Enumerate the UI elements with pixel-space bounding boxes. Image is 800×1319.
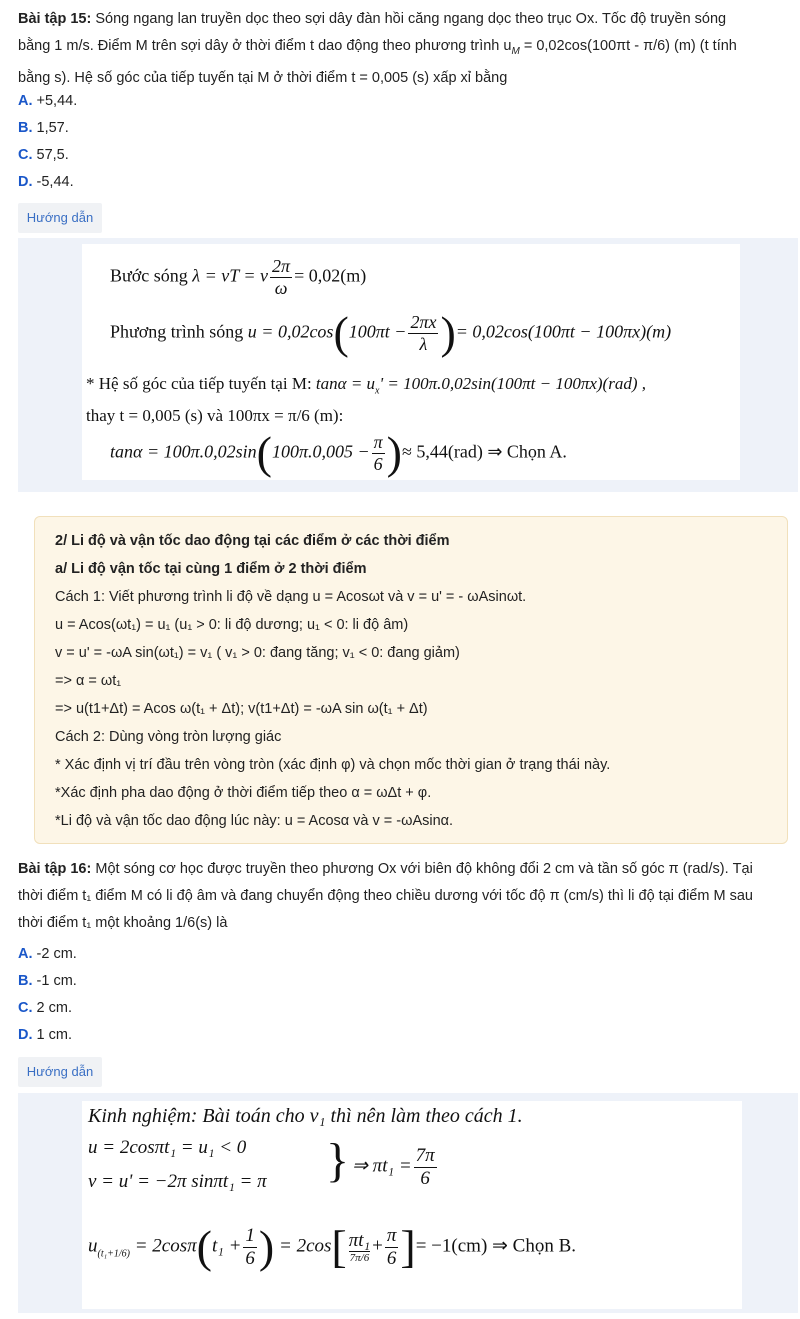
option-text: 1 cm. (32, 1027, 72, 1043)
option-letter: D. (18, 174, 33, 190)
ex16-line1: Một sóng cơ học được truyền theo phương Ox với biên độ không đổi 2 cm và tần số góc π (rad/s). Tại (91, 861, 753, 877)
ex15-option-b (18, 115, 69, 142)
ex16-option-b (18, 968, 77, 995)
theory-line: *Xác định pha dao động ở thời điểm tiếp theo α = ωΔt + φ. (55, 785, 432, 801)
ex16-option-c (18, 995, 72, 1022)
option-text: -1 cm. (32, 973, 77, 989)
ex16-solution-panel (18, 1093, 798, 1313)
ex15-line1: Sóng ngang lan truyền dọc theo sợi dây đàn hồi căng ngang dọc theo trục Ox. Tốc độ truyền sóng (91, 11, 727, 27)
ex16-sol-line2: u = 2cosπt₁ = u₁ < 0 (88, 1137, 247, 1158)
theory-line: => u(t1+Δt) = Acos ω(t₁ + Δt); v(t1+Δt) = -ωA sin ω(t₁ + Δt) (55, 701, 428, 717)
theory-line: => α = ωt₁ (55, 673, 122, 689)
theory-line: u = Acos(ωt₁) = u₁ (u₁ > 0: li độ dương; u₁ < 0: li độ âm) (55, 617, 409, 633)
ex15-label: Bài tập 15: (18, 11, 92, 27)
option-text: 57,5. (32, 147, 69, 163)
ex15-sol-line4: thay t = 0,005 (s) và 100πx = π/6 (m): (86, 406, 344, 425)
ex16-option-d (18, 1022, 72, 1049)
ex15-option-a (18, 88, 77, 115)
ex15-line2-sub: M (511, 45, 520, 57)
ex15-line2a: bằng 1 m/s. Điểm M trên sợi dây ở thời điểm t dao động theo phương trình u (18, 38, 512, 54)
ex16-sol-brace: } (326, 1134, 350, 1187)
ex15-question (18, 6, 790, 92)
ex16-sol-line1: Kinh nghiệm: Bài toán cho v₁ thì nên làm theo cách 1. (88, 1105, 523, 1127)
option-letter: B. (18, 973, 33, 989)
ex15-line2b: = 0,02cos(100πt - π/6) (m) (t tính (519, 38, 737, 54)
option-letter: C. (18, 147, 33, 163)
ex16-option-a (18, 941, 77, 968)
option-text: 2 cm. (32, 1000, 72, 1016)
option-text: 1,57. (32, 120, 69, 136)
ex15-solution-image (82, 244, 740, 480)
theory-box (34, 516, 788, 844)
ex16-sol-line3: v = u' = −2π sinπt₁ = π (88, 1171, 267, 1192)
ex15-sol-line2: Phương trình sóng u = 0,02cos(100πt − $\frac{2\pi x}{\lambda}$ )= 0,02cos(100πt − 100πx)(m) (110, 306, 672, 358)
option-text: -2 cm. (32, 946, 77, 962)
ex15-sol-line1: Bước sóng λ = vT = v $\frac{2\pi}{\omega}$ = 0,02(m) (110, 256, 367, 298)
ex16-hint-button[interactable]: Hướng dẫn (18, 1057, 102, 1087)
ex15-solution-panel (18, 238, 798, 492)
ex15-sol-line3: * Hệ số góc của tiếp tuyến tại M: $\tan\alpha = u_x' = 100\pi.0,02\sin(100\pi t - 100\pi x)(rad)$ , (86, 374, 646, 397)
ex16-line2: thời điểm t₁ điểm M có li độ âm và đang chuyển động theo chiều dương với tốc độ π (cm/s) thì li độ tại điểm M sau (18, 888, 753, 904)
theory-line: *Li độ và vận tốc dao động lúc này: u = Acosα và v = -ωAsinα. (55, 813, 454, 829)
ex16-sol-result: ⇒ πt₁ = $\frac{7\pi}{6}$ (352, 1145, 435, 1189)
option-letter: B. (18, 120, 33, 136)
option-letter: A. (18, 946, 33, 962)
option-letter: A. (18, 93, 33, 109)
option-letter: D. (18, 1027, 33, 1043)
ex16-sol-line4: $u_{(t_1+1/6)} = 2\cos\pi(t_1$ + $\frac{1}{6}$ ) = 2cos[ $\frac{\text{πt₁}}{7\pi/6}$ + $\frac{\pi}{6}$ ]= −1(cm) ⇒ Chọn B. (88, 1220, 577, 1272)
option-text: -5,44. (32, 174, 74, 190)
ex16-solution-image (82, 1101, 742, 1309)
theory-title-2: a/ Li độ vận tốc tại cùng 1 điểm ở 2 thời điểm (55, 561, 367, 577)
theory-line: * Xác định vị trí đầu trên vòng tròn (xác định φ) và chọn mốc thời gian ở trạng thái này. (55, 757, 611, 773)
ex16-line3: thời điểm t₁ một khoảng 1/6(s) là (18, 915, 228, 931)
option-letter: C. (18, 1000, 33, 1016)
ex16-question (18, 856, 790, 937)
option-text: +5,44. (32, 93, 78, 109)
theory-line: Cách 1: Viết phương trình li độ về dạng u = Acosωt và v = u' = - ωAsinωt. (55, 589, 527, 605)
ex15-option-d (18, 169, 74, 196)
ex15-hint-button[interactable]: Hướng dẫn (18, 203, 102, 233)
theory-line: v = u' = -ωA sin(ωt₁) = v₁ ( v₁ > 0: đang tăng; v₁ < 0: đang giảm) (55, 645, 460, 661)
ex15-option-c (18, 142, 69, 169)
theory-title-1: 2/ Li độ và vận tốc dao động tại các điểm ở các thời điểm (55, 533, 450, 549)
ex16-label: Bài tập 16: (18, 861, 92, 877)
ex15-sol-line5: tanα = 100π.0,02sin(100π.0,005 − $\frac{\pi}{6}$ )≈ 5,44(rad) ⇒ Chọn A. (110, 426, 567, 478)
theory-line: Cách 2: Dùng vòng tròn lượng giác (55, 729, 282, 745)
ex15-line3: bằng s). Hệ số góc của tiếp tuyến tại M ở thời điểm t = 0,005 (s) xấp xỉ bằng (18, 69, 508, 86)
